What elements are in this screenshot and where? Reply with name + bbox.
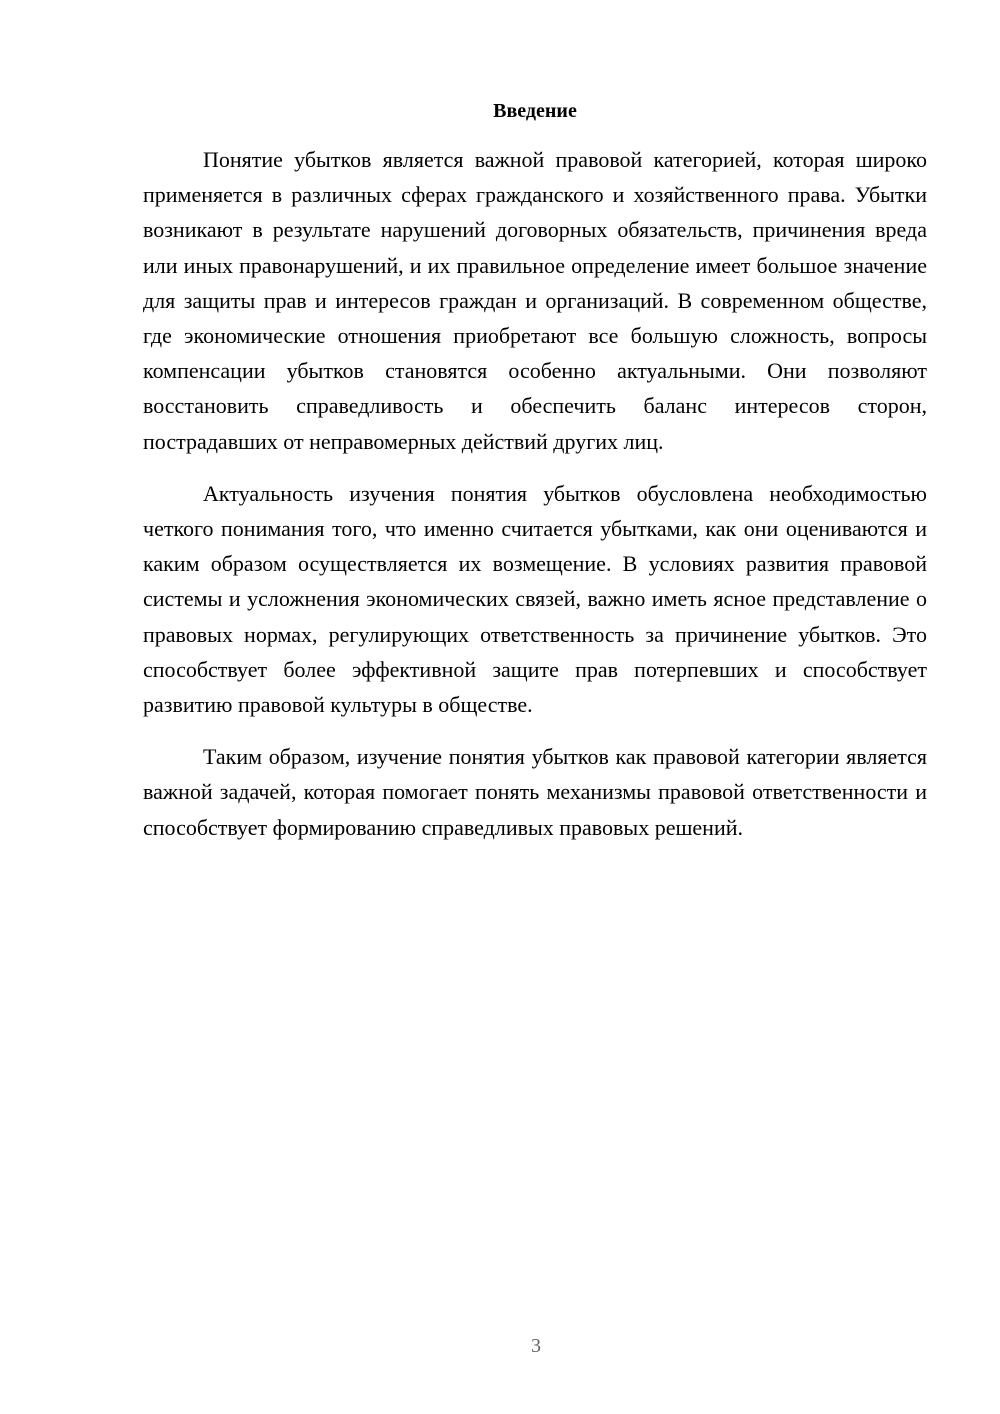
paragraph-2: Актуальность изучения понятия убытков обусловлена необходимостью четкого понимания того, что именно считается убытками, как они оцениваются и каким образом осуществляется их возмещение. В условиях развития правовой системы и усложнения экономических связей, важно иметь ясное представление о правовых нормах, регулирующих ответственность за причинение убытков. Это способствует более эффективной защите прав потерпевших и способствует развитию правовой культуры в обществе. xyxy=(143,480,927,718)
paragraph-1: Понятие убытков является важной правовой категорией, которая широко применяется в различных сферах гражданского и хозяйственного права. Убытки возникают в результате нарушений договорных обязательств, причинения вреда или иных правонарушений, и их правильное определение имеет большое значение для защиты прав и интересов граждан и организаций. В современном обществе, где экономические отношения приобретают все большую сложность, вопросы компенсации убытков становятся особенно актуальными. Они позволяют восстановить справедливость и обеспечить баланс интересов сторон, пострадавших от неправомерных действий других лиц. xyxy=(143,147,927,454)
page-number: 3 xyxy=(531,1335,541,1357)
body-text xyxy=(143,142,927,862)
paragraph-3: Таким образом, изучение понятия убытков как правовой категории является важной задачей, которая помогает понять механизмы правовой ответственности и способствует формированию справедливых правовых решений. xyxy=(143,744,927,840)
section-heading: Введение xyxy=(493,100,577,122)
